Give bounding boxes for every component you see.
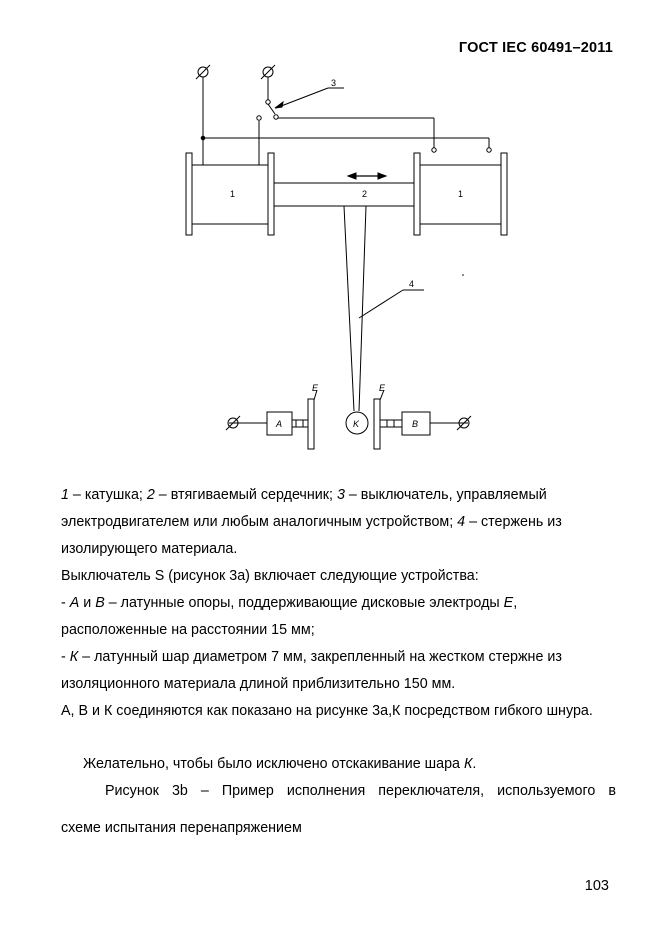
label-support-a: A [276,419,283,429]
legend-num: 4 [457,514,466,530]
insulating-rod [344,206,424,411]
coil-terminal [432,148,436,152]
coil-terminal [487,148,491,152]
double-arrow-icon [348,173,386,179]
connection-paragraph: А, В и К соединяются как показано на рисунке 3а,К посредством гибкого шнура. [61,703,593,719]
figure-legend [61,482,616,563]
legend-num: 1 [61,487,69,503]
body-text [61,563,616,725]
terminal-top-left [196,65,210,79]
intro-paragraph: Выключатель S (рисунок 3а) включает следующие устройства: [61,568,479,584]
legend-desc: – выключатель, управляемый электродвигателем или любым аналогичным устройством; [61,487,547,530]
label-electrode-left: E [312,383,319,393]
page-number: 103 [584,878,609,894]
item-k-paragraph: - К – латунный шар диаметром 7 мм, закрепленный на жестком стержне из изоляционного материала длиной приблизительно 150 мм. [61,649,562,692]
label-support-b: B [412,419,419,429]
junction-dot [201,136,205,140]
terminal-top-right [261,65,275,79]
label-ball-k: K [353,419,360,429]
label-coil-right: 1 [458,189,464,199]
item-ab-paragraph: - А и В – латунные опоры, поддерживающие дисковые электроды Е, расположенные на расстоянии 15 мм; [61,595,518,638]
legend-desc: – катушка; [68,487,147,503]
figure-caption-line1: Рисунок 3b – Пример исполнения переключателя, используемого в [105,783,616,799]
plunger-core [274,183,414,206]
label-switch: 3 [331,78,337,88]
legend-num: 2 [146,487,155,503]
document-header: ГОСТ IEC 60491–2011 [458,40,613,56]
legend-num: 3 [336,487,345,503]
label-rod: 4 [409,279,415,289]
desirable-paragraph: Желательно, чтобы было исключено отскакивание шара К. [83,756,477,772]
figure-caption-line2: схеме испытания перенапряжением [61,820,302,836]
support-b-assembly [374,390,471,449]
motor-switch [257,88,344,120]
dot-mark [462,274,464,276]
legend-desc: – втягиваемый сердечник; [154,487,337,503]
support-a-assembly [226,390,317,449]
label-core: 2 [362,189,368,199]
legend-desc: – стержень из изолирующего материала. [61,514,562,557]
label-electrode-right: E [379,383,386,393]
wiring [203,77,489,165]
label-coil-left: 1 [230,189,236,199]
